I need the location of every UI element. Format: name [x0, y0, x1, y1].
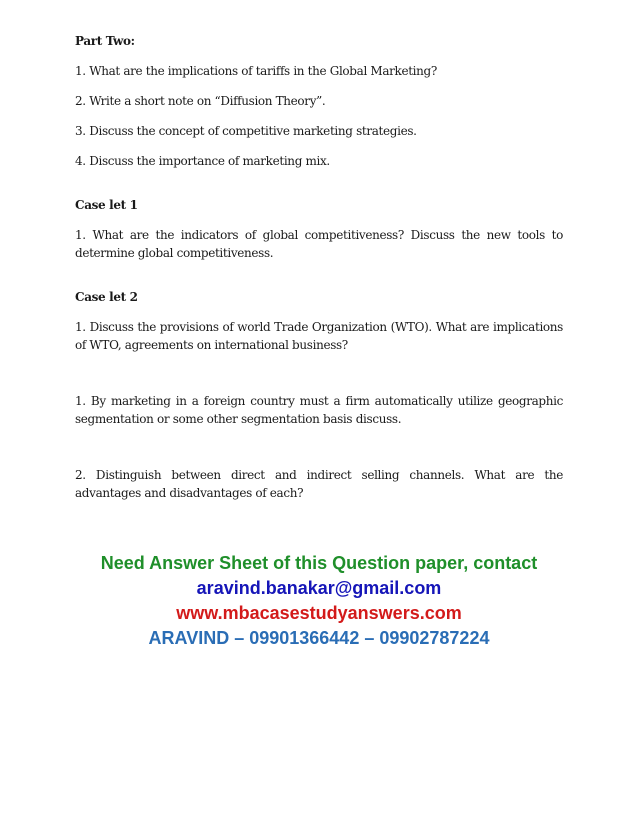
caselet-1-heading: Case let 1: [75, 198, 138, 212]
contact-heading: Need Answer Sheet of this Question paper, contact: [100, 553, 538, 573]
part-two-question-1: 1. What are the implications of tariffs in the Global Marketing?: [75, 64, 437, 78]
part-two-question-2: 2. Write a short note on “Diffusion Theory”.: [75, 94, 326, 108]
caselet-2-heading: Case let 2: [75, 290, 138, 304]
caselet-2-question-segmentation: 1. By marketing in a foreign country must a firm automatically utilize geographic segmentation or some other segmentation basis discuss.: [75, 394, 563, 426]
part-two-question-4: 4. Discuss the importance of marketing mix.: [75, 154, 330, 168]
part-two-heading: Part Two:: [75, 34, 135, 48]
contact-block: [0, 551, 638, 651]
caselet-1-question: 1. What are the indicators of global competitiveness? Discuss the new tools to determine global competitiveness.: [75, 228, 563, 260]
contact-phones: ARAVIND – 09901366442 – 09902787224: [148, 628, 490, 648]
contact-email[interactable]: aravind.banakar@gmail.com: [196, 578, 442, 598]
contact-website[interactable]: www.mbacasestudyanswers.com: [176, 603, 462, 623]
document-body: [75, 32, 563, 514]
caselet-2-question-wto: 1. Discuss the provisions of world Trade Organization (WTO). What are implications of WTO, agreements on international business?: [75, 320, 563, 352]
caselet-2-question-channels: 2. Distinguish between direct and indirect selling channels. What are the advantages and disadvantages of each?: [75, 468, 563, 500]
part-two-question-3: 3. Discuss the concept of competitive marketing strategies.: [75, 124, 417, 138]
